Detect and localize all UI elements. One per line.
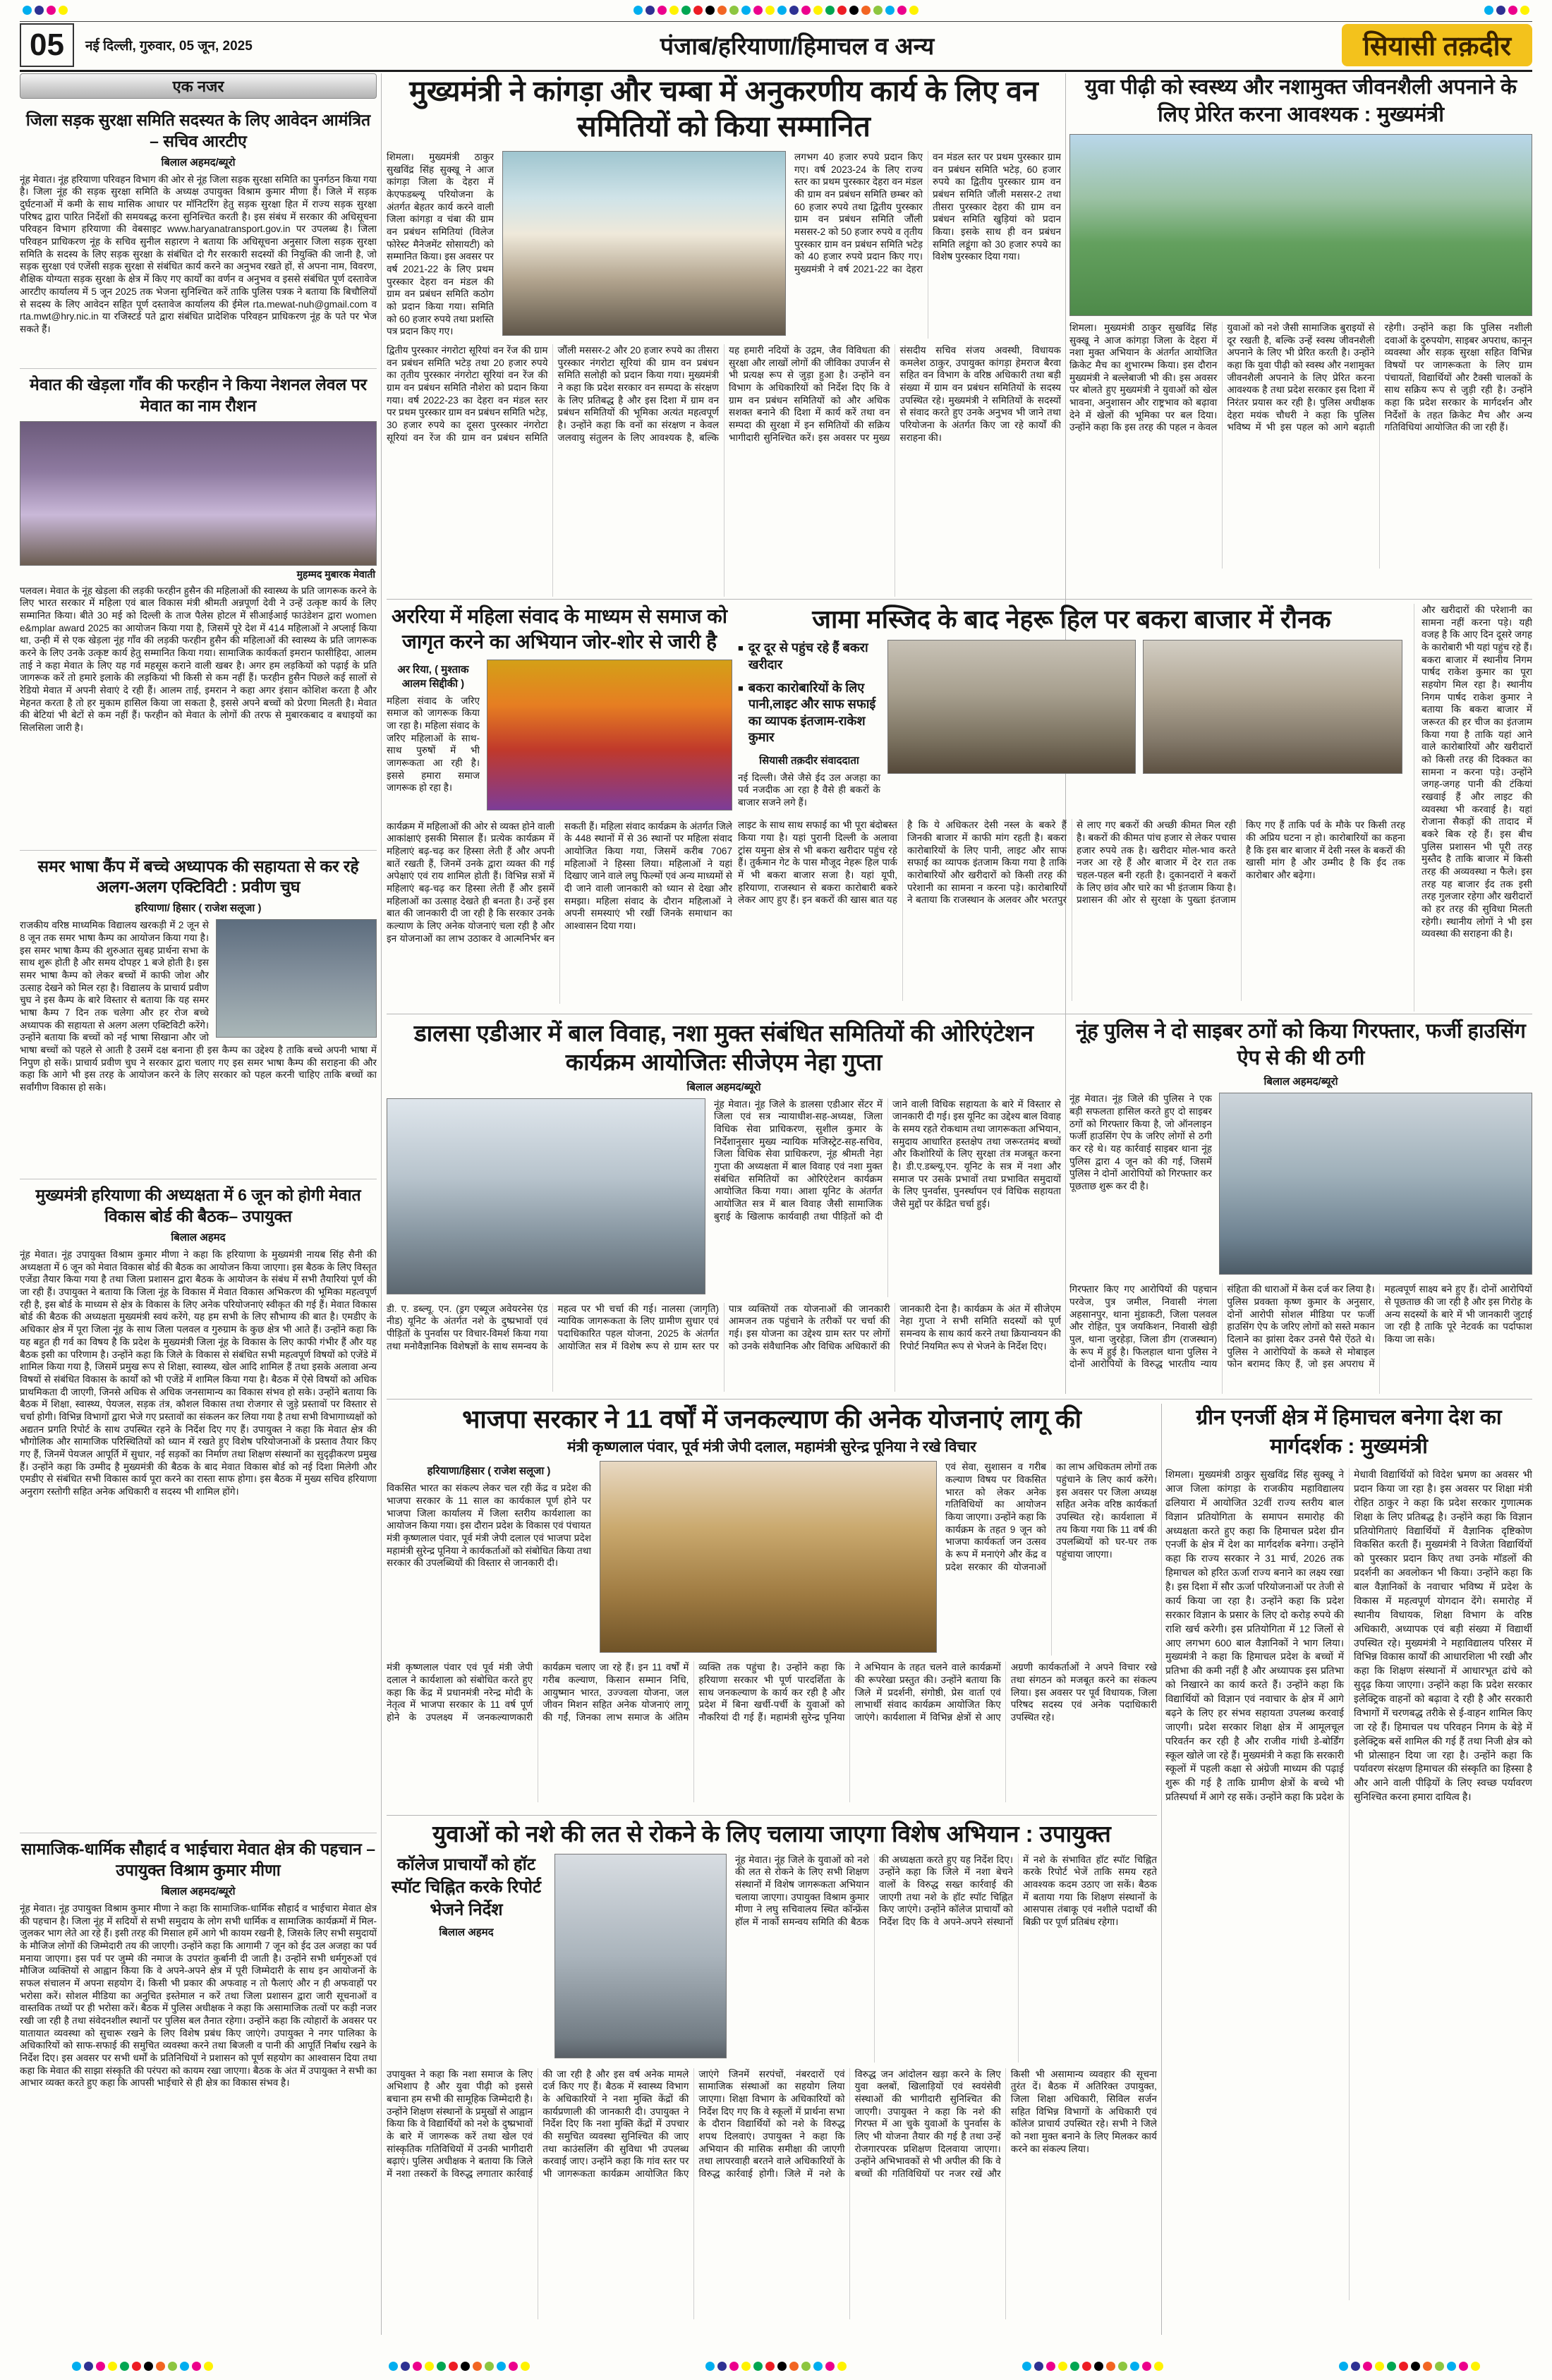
photo-women-gathering (487, 660, 732, 810)
color-dot (633, 6, 643, 15)
color-dot (1447, 2362, 1456, 2371)
color-dot (897, 6, 907, 15)
article-top-row (387, 660, 732, 815)
color-dot (885, 6, 895, 15)
color-dot (873, 6, 883, 15)
left-column (20, 73, 377, 2338)
article-mewat-board-meeting (20, 1179, 377, 1827)
color-dot (1022, 2362, 1031, 2371)
article-top-row (387, 151, 1061, 339)
article-body: नूंह मेवात। नूंह उपायुक्त विश्राम कुमार मीणा ने कहा कि हरियाणा के मुख्यमंत्री नायब सिंह सैनी की अध्यक्षता में 6 जून को मेवात विकास बोर्ड की बैठक का आयोजन किया जाएगा। इस बैठक के लिए विस्तृत एजेंडा तैयार किया गया है तथा जिला प्रशासन द्वारा बैठक के आयोजन के संबंध में सभी तैयारियां पूर्ण की जा रही हैं। उपायुक्त ने बताया कि जिला नूंह के विकास में मेवात विकास अभिकरण की भूमिका महत्वपूर्ण रही है, इस बोर्ड के माध्यम से क्षेत्र के विकास के लिए अनेक परियोजनाएं स्वीकृत की गई हैं। मेवात विकास बोर्ड की बैठक की अध्यक्षता मुख्यमंत्री स्वयं करेंगे, यह हम सभी के लिए सौभाग्य की बात है। एमडीए के अधिकार क्षेत्र में पूरा जिला नूंह के साथ जिला पलवल व गुरुग्राम के कुछ क्षेत्र भी आते हैं। उन्होंने कहा कि यह बहुत ही गर्व का विषय है कि प्रदेश के मुख्यमंत्री जिला नूंह के विकास के लिए काफी गंभीर हैं और यह बैठक इसी का परिणाम है। उन्होंने कहा कि जिले के विकास से संबंधित सभी महत्वपूर्ण विषयों को एजेंडे में शामिल किया गया है, जिसमें प्रमुख रूप से शिक्षा, स्वास्थ्य, खेल आदि शामिल हैं तथा इसके अलावा अन्य विषयों से संबंधित विकास के कार्यों को भी एजेंडे में शामिल किया गया है। बैठक में ऐसे विषयों को अधिक प्राथमिकता दी जाएगी, जिनसे अधिक से अधिक जनसामान्य का विकास संभव हो सके। उन्होंने बताया कि बैठक में शिक्षा, स्वास्थ्य, पेयजल, सड़क तंत्र, कौशल विकास तथा रोजगार से जुड़े प्रस्तावों पर विस्तार से चर्चा होगी। विभिन्न विभागों द्वारा भेजे गए प्रस्तावों का संकलन कर लिया गया है तथा सभी विभागाध्यक्षों को अद्यतन प्रगति रिपोर्ट के साथ उपस्थित रहने के निर्देश दिए गए हैं। उपायुक्त ने कहा कि मेवात क्षेत्र की भौगोलिक और सामाजिक परिस्थितियों को ध्यान में रखते हुए विशेष परियोजनाओं के प्रस्ताव तैयार किए गए हैं, जिनमें पेयजल आपूर्ति में सुधार, नई सड़कों का निर्माण तथा शिक्षण संस्थानों का सुदृढ़ीकरण प्रमुख हैं। उन्होंने कहा कि उम्मीद है मुख्यमंत्री की बैठक के बाद मेवात विकास बोर्ड को नई दिशा मिलेगी और एमडीए से संबंधित सभी विकास कार्य पूरा करने का रास्ता साफ होगा। इस बैठक में मुख्य सचिव हरियाणा अनुराग रस्तोगी सहित अनेक अधिकारी व सदस्य भी शामिल होंगे। (20, 1249, 377, 1497)
registration-marks-top-left (21, 6, 69, 18)
headline: समर भाषा कैंप में बच्चे अध्यापक की सहायता से कर रहे अलग-अलग एक्टिविटी : प्रवीण चुघ (37, 856, 359, 897)
color-dot (35, 6, 44, 15)
article-top-row (738, 640, 1405, 813)
article-right-column: और खरीदारों की परेशानी का सामना नहीं करना पड़े। यही वजह है कि आए दिन दूसरे जगह के कारोबारी भी यहां पहुंच रहे हैं। बकरा बाजार में स्थानीय निगम पार्षद राकेश कुमार का पूरा सहयोग मिल रहा है। स्थानीय निगम पार्षद राकेश कुमार ने बताया कि बकरा बाजार में जरूरत की हर चीज का इंतजाम किया गया है ताकि यहां आने वाले कारोबारियों और खरीदारों को किसी तरह की दिक्कत का सामना न करना पड़े। उन्होंने जगह-जगह पानी की टंकियां रखवाई हैं और लाइट की व्यवस्था भी करवाई है। यहां रोजाना सैकड़ों की तादाद में बकरे बिक रहे हैं। इस बीच पुलिस प्रशासन भी पूरी तरह मुस्तैद है ताकि बाजार में किसी तरह की अव्यवस्था न फैले। इस तरह यह बाजार ईद तक इसी तरह गुलजार रहेगा और खरीदारों को हर तरह की सुविधा मिलती रहेगी। स्थानीय लोगों ने भी इस व्यवस्था की सराहना की है। (1414, 604, 1532, 1012)
registration-marks-top-right (1483, 6, 1531, 18)
article-lead: शिमला। मुख्यमंत्री ठाकुर सुखविंद्र सिंह सुक्खू ने आज कांगड़ा जिला के देहरा में केएफडब्ल्यू परियोजना के अंतर्गत बेहतर कार्य करने वाली जिला कांगड़ा व चंबा की ग्राम वन प्रबंधन समितियां (विलेज फोरेस्ट मैनेजमेंट सोसायटी) को सम्मानित किया। इस अवसर पर वर्ष 2021-22 के लिए प्रथम पुरस्कार देहरा वन मंडल की ग्राम वन प्रबंधन समिति कठोग को प्रदान किया गया। समिति को 60 हजार रुपये तथा प्रशस्ति पत्र प्रदान किए गए। (387, 152, 494, 337)
color-dot (681, 6, 691, 15)
color-dot (1363, 2362, 1372, 2371)
color-dot (192, 2362, 201, 2371)
color-dot (813, 2362, 823, 2371)
color-dot (1094, 2362, 1103, 2371)
photo-goat-market-1 (887, 640, 1136, 774)
page-header (20, 21, 1532, 68)
header-rule (20, 70, 1532, 72)
color-dot (729, 6, 739, 15)
square-bullet-icon: ■ (738, 643, 744, 654)
color-dot (1484, 6, 1493, 15)
color-dot (497, 2362, 506, 2371)
article-farheen-award (20, 368, 377, 844)
registration-dot-group (1338, 2362, 1481, 2374)
color-dot (753, 6, 763, 15)
byline: बिलाल अहमद/ब्यूरो (686, 1081, 761, 1093)
color-dot (437, 2362, 446, 2371)
color-dot (180, 2362, 189, 2371)
color-dot (132, 2362, 141, 2371)
article-body: शिमला। मुख्यमंत्री ठाकुर सुखविंद्र सिंह सुक्खू ने आज कांगड़ा जिला के देहरा में नशा मुक्त अभियान के अंतर्गत आयोजित क्रिकेट मैच का शुभारम्भ किया। इस दौरान मुख्यमंत्री ने बल्लेबाजी भी की। इस अवसर पर बोलते हुए मुख्यमंत्री ने युवाओं को खेल भावना, अनुशासन और राष्ट्रभाव को बढ़ावा देने में खेलों की भूमिका पर बल दिया। उन्होंने कहा कि इस तरह की पहल न केवल युवाओं को नशे जैसी सामाजिक बुराइयों से दूर रखती है, बल्कि उन्हें स्वस्थ जीवनशैली अपनाने के लिए भी प्रेरित करती है। उन्होंने कहा कि युवा पीढ़ी को स्वस्थ और नशामुक्त जीवनशैली अपनाने के लिए प्रेरित करना आवश्यक है तथा प्रदेश सरकार इस दिशा में निरंतर प्रयास कर रही है। पुलिस अधीक्षक देहरा मयंक चौधरी ने कहा कि पुलिस भविष्य में भी इस पहल को आगे बढ़ाती रहेगी। उन्होंने कहा कि पुलिस नशीली दवाओं के दुरुपयोग, साइबर अपराध, कानून व्यवस्था और सड़क सुरक्षा सहित विभिन्न विषयों पर जागरूकता के लिए ग्राम पंचायतों, विद्यार्थियों और टैक्सी चालकों के साथ सक्रिय रूप से जुड़ी रही है। उन्होंने कहा कि प्रदेश सरकार के मार्गदर्शन और निर्देशों के तहत क्रिकेट मैच और अन्य गतिविधियां आयोजित की जा रही हैं। (1069, 322, 1532, 433)
color-dot (156, 2362, 165, 2371)
row-rule (387, 599, 1532, 600)
color-dot (1070, 2362, 1079, 2371)
article-body: गिरफ्तार किए गए आरोपियों की पहचान परवेज, पुत्र जमील, निवासी नंगला अहसानपुर, थाना मुंडाकटी, जिला पलवल और रोहित, पुत्र जयकिशन, निवासी खेड़ी पुल, थाना जुरहेड़ा, जिला डीग (राजस्थान) के रूप में हुई है। फिलहाल थाना पुलिस ने दोनों आरोपियों के विरुद्ध भारतीय न्याय संहिता की धाराओं में केस दर्ज कर लिया है। पुलिस प्रवक्ता कृष्ण कुमार के अनुसार, दोनों आरोपी सोशल मीडिया पर फर्जी हाउसिंग ऐप के जरिए लोगों को सस्ते मकान दिलाने का झांसा देकर उनसे पैसे ऐंठते थे। पुलिस ने आरोपियों के कब्जे से मोबाइल फोन बरामद किए हैं, जो इस अपराध में महत्वपूर्ण साक्ष्य बने हुए हैं। दोनों आरोपियों से पूछताछ की जा रही है और इस गिरोह के अन्य सदस्यों के बारे में भी जानकारी जुटाई जा रही है ताकि पूरे नेटवर्क का पर्दाफाश किया जा सके। (1069, 1284, 1532, 1370)
article-highlights (738, 640, 880, 813)
registration-dot-group (704, 2362, 848, 2374)
color-dot (120, 2362, 129, 2371)
headline: अररिया में महिला संवाद के माध्यम से समाज को जागृत करने का अभियान जोर-शोर से जारी है (391, 605, 728, 653)
article-cyber-arrest (1069, 1019, 1532, 1394)
registration-dot-group (71, 2362, 214, 2374)
sub-headline: कॉलेज प्राचार्यों को हॉट स्पॉट चिह्नित करके रिपोर्ट भेजने निर्देश (391, 1854, 542, 1920)
article-body: शिमला। मुख्यमंत्री ठाकुर सुखविंद्र सिंह सुक्खू ने आज जिला कांगड़ा के राजकीय महाविद्यालय ढलियारा में आयोजित 32वीं राज्य स्तरीय बाल विज्ञान प्रतियोगिता के समापन समारोह की अध्यक्षता करते हुए कहा कि हिमाचल प्रदेश ग्रीन एनर्जी के क्षेत्र में देश का मार्गदर्शक बनेगा। उन्होंने कहा कि राज्य सरकार ने 31 मार्च, 2026 तक हिमाचल को हरित ऊर्जा राज्य बनाने का लक्ष्य रखा है। इस दिशा में सौर ऊर्जा परियोजनाओं पर तेजी से कार्य किया जा रहा है। उन्होंने कहा कि प्रदेश सरकार विज्ञान के प्रसार के लिए दो करोड़ रुपये की राशि खर्च करेगी। इस प्रतियोगिता में 12 जिलों से आए लगभग 600 बाल वैज्ञानिकों ने भाग लिया। मुख्यमंत्री ने कहा कि हिमाचल प्रदेश के बच्चों में प्रतिभा की कमी नहीं है और अध्यापक इस प्रतिभा को निखारने का कार्य करते हैं। उन्होंने कहा कि विद्यार्थियों को विज्ञान एवं नवाचार के क्षेत्र में आगे बढ़ने के लिए हर संभव सहायता उपलब्ध करवाई जाएगी। प्रदेश सरकार शिक्षा क्षेत्र में आमूलचूल परिवर्तन कर रही है और राजीव गांधी डे-बोर्डिंग स्कूल खोले जा रहे हैं। मुख्यमंत्री ने कहा कि सरकारी स्कूलों में पहली कक्षा से अंग्रेजी माध्यम की पढ़ाई शुरू की गई है ताकि ग्रामीण क्षेत्रों के बच्चे भी प्रतिस्पर्धा में आगे रह सकें। उन्होंने कहा कि प्रदेश के मेधावी विद्यार्थियों को विदेश भ्रमण का अवसर भी प्रदान किया जा रहा है। इस अवसर पर शिक्षा मंत्री रोहित ठाकुर ने कहा कि प्रदेश सरकार गुणात्मक शिक्षा के लिए प्रतिबद्ध है। उन्होंने कहा कि विज्ञान प्रतियोगिताएं विद्यार्थियों में वैज्ञानिक दृष्टिकोण विकसित करती हैं। मुख्यमंत्री ने विजेता विद्यार्थियों को पुरस्कार प्रदान किए तथा उनके मॉडलों की प्रदर्शनी का अवलोकन भी किया। उन्होंने कहा कि बाल वैज्ञानिकों के नवाचार भविष्य में प्रदेश के विकास में महत्वपूर्ण योगदान देंगे। समारोह में स्थानीय विधायक, शिक्षा विभाग के वरिष्ठ अधिकारी, अध्यापक एवं बड़ी संख्या में विद्यार्थी उपस्थित रहे। मुख्यमंत्री ने महाविद्यालय परिसर में विभिन्न विकास कार्यों की आधारशिला भी रखी और कहा कि शिक्षण संस्थानों में आधारभूत ढांचे को सुदृढ़ किया जाएगा। उन्होंने कहा कि प्रदेश सरकार इलेक्ट्रिक वाहनों को बढ़ावा दे रही है और सरकारी विभागों में चरणबद्ध तरीके से ई-वाहन शामिल किए जा रहे हैं। हिमाचल पथ परिवहन निगम के बेड़े में इलेक्ट्रिक बसें शामिल की गई हैं तथा निजी क्षेत्र को भी प्रोत्साहन दिया जा रहा है। उन्होंने कहा कि पर्यावरण संरक्षण हिमाचल की संस्कृति का हिस्सा है और आने वाली पीढ़ियों के लिए स्वच्छ पर्यावरण सुनिश्चित करना हमारा दायित्व है। (1165, 1469, 1532, 1803)
headline: जामा मस्जिद के बाद नेहरू हिल पर बकरा बाजार में रौनक (812, 605, 1331, 633)
color-dot (705, 2362, 715, 2371)
color-dot (1435, 2362, 1444, 2371)
color-dot (717, 2362, 727, 2371)
color-dot (669, 6, 679, 15)
registration-marks-top (632, 6, 920, 18)
headline: मुख्यमंत्री हरियाणा की अध्यक्षता में 6 जून को होगी मेवात विकास बोर्ड की बैठक– उपायुक्त (35, 1186, 361, 1226)
headline: नूंह पुलिस ने दो साइबर ठगों को किया गिरफ्तार, फर्जी हाउसिंग ऐप से की थी ठगी (1076, 1020, 1526, 1069)
article-body: पलवल। मेवात के नूंह खेड़ला की लड़की फरहीन हुसैन की महिलाओं की स्वास्थ्य के प्रति जागरूक करने के लिए भारत सरकार में महिला एवं बाल विकास मंत्री श्रीमती अन्नपूर्णा देवी ने उन्हें उत्कृष्ट कार्य के लिए सम्मानित किया। बीते 30 मई को दिल्ली के ताज पैलेस होटल में सीआईआई फाउंडेशन द्वारा women e&mplar award 2025 का आयोजन किया गया है, जिसमें पूरे देश में 414 महिलाओं ने अप्लाई किया था, उन्ही में से एक खेड़ला नूंह गाँव की लड़की फरहीन हुसैन की महिलाओं की स्वास्थ्य के प्रति जागरूक करने के लिए उनके उत्कृष्ट कार्य हेतु सम्मानित किया गया। सामाजिक कार्यकर्ता इमरान फासीहिदा, आलम ताई ने कहा मेवात के लिए यह गर्व महसूस कराने वाली खबर है। अगर हम लड़कियों को पढ़ाई के प्रति जागरूक करें तो हमारे इलाके की लड़कियां भी किसी से कम नहीं हैं। फरहीन हुसैन पिछले कई सालों से रेडियो मेवात में अपनी सेवाएं दे रही हैं। आलम ताई, इमरान ने कहा अगर इंसान कोशिश करता है और मेहनत करता है तो हर मुकाम हासिल किया जा सकता है, इससे अपने बच्चों को प्रेरणा मिलती है। मेवात की बेटियां भी बेटों से कम नहीं हैं। फरहीन को मेवात के लोगों की तरफ से मुबारकबाद व बधाइयों का सिलसिला जारी है। (20, 585, 377, 733)
article-body: द्वितीय पुरस्कार नंगरोटा सूरियां वन रेंज की ग्राम वन प्रबंधन समिति भटेड़ तथा 20 हजार रुपये का तृतीय पुरस्कार नंगरोटा सूरियां वन रेंज की ग्राम वन प्रबंधन समिति नौशेरा को प्रदान किया गया। वर्ष 2022-23 का देहरा वन मंडल स्तर पर प्रथम पुरस्कार ग्राम वन प्रबंधन समिति भटेड़, 30 हजार रुपये का दूसरा पुरस्कार नंगरोटा सूरियां वन रेंज की ग्राम वन प्रबंधन समिति जौंली मससर-2 और 20 हजार रुपये का तीसरा पुरस्कार नंगरोटा सूरियां की ग्राम वन प्रबंधन समिति सलोही को प्रदान किया गया। मुख्यमंत्री ने कहा कि प्रदेश सरकार वन सम्पदा के संरक्षण के लिए प्रतिबद्ध है और इस दिशा में ग्राम वन प्रबंधन समितियों की भूमिका अत्यंत महत्वपूर्ण है। उन्होंने कहा कि वनों का संरक्षण न केवल जलवायु संतुलन के लिए आवश्यक है, बल्कि यह हमारी नदियों के उद्गम, जैव विविधता की सुरक्षा और लाखों लोगों की जीविका उपार्जन से भी प्रत्यक्ष रूप से जुड़ा हुआ है। उन्होंने वन विभाग के अधिकारियों को निर्देश दिए कि वे ग्राम वन प्रबंधन समितियों को और अधिक सशक्त बनाने की दिशा में कार्य करें तथा वन सम्पदा की सुरक्षा में इन समितियों की सक्रिय भागीदारी सुनिश्चित करें। इस अवसर पर मुख्य संसदीय सचिव संजय अवस्थी, विधायक कमलेश ठाकुर, उपायुक्त कांगड़ा हेमराज बैरवा सहित वन विभाग के वरिष्ठ अधिकारी तथा बड़ी संख्या में ग्राम वन प्रबंधन समितियों के सदस्य उपस्थित रहे। मुख्यमंत्री ने समितियों के सदस्यों से संवाद करते हुए उनके अनुभव भी जाने तथा परियोजना के अंतर्गत किए जा रहे कार्यों की सराहना की। (387, 345, 1061, 443)
color-dot (1375, 2362, 1384, 2371)
color-dot (1496, 6, 1505, 15)
highlight-text: बकरा कारोबारियों के लिए पानी,लाइट और साफ सफाई का व्यापक इंतजाम-राकेश कुमार (748, 680, 876, 745)
sub-headline-block (387, 1854, 546, 2063)
highlight-text: दूर दूर से पहुंच रहे हैं बकरा खरीदार (748, 640, 868, 672)
color-dot (825, 6, 835, 15)
headline: मुख्यमंत्री ने कांगड़ा और चम्बा में अनुकरणीय कार्य के लिए वन समितियों को किया सम्मानित (409, 75, 1038, 143)
byline: बिलाल अहमद/ब्यूरो (1263, 1076, 1338, 1088)
color-dot (1082, 2362, 1091, 2371)
section-label-ek-najar: एक नजर (20, 73, 377, 99)
article-main (738, 604, 1405, 1012)
article-green-energy (1165, 1404, 1532, 2335)
article-body: उपायुक्त ने कहा कि नशा समाज के लिए अभिशाप है और युवा पीढ़ी को इससे बचाना हम सभी की सामूहिक जिम्मेदारी है। उन्होंने शिक्षण संस्थानों के प्रमुखों से आह्वान किया कि वे विद्यार्थियों को नशे के दुष्प्रभावों के बारे में जागरूक करें तथा खेल एवं सांस्कृतिक गतिविधियों में उनकी भागीदारी बढ़ाएं। पुलिस अधीक्षक ने बताया कि जिले में नशा तस्करों के विरुद्ध लगातार कार्रवाई की जा रही है और इस वर्ष अनेक मामले दर्ज किए गए हैं। बैठक में स्वास्थ्य विभाग के अधिकारियों ने नशा मुक्ति केंद्रों की कार्यप्रणाली की जानकारी दी। उपायुक्त ने निर्देश दिए कि नशा मुक्ति केंद्रों में उपचार की समुचित व्यवस्था सुनिश्चित की जाए तथा काउंसलिंग की सुविधा भी उपलब्ध करवाई जाए। उन्होंने कहा कि गांव स्तर पर भी जागरूकता कार्यक्रम आयोजित किए जाएंगे जिनमें सरपंचों, नंबरदारों एवं सामाजिक संस्थाओं का सहयोग लिया जाएगा। शिक्षा विभाग के अधिकारियों को निर्देश दिए गए कि वे स्कूलों में प्रार्थना सभा के दौरान विद्यार्थियों को नशे के विरुद्ध शपथ दिलवाएं। उपायुक्त ने कहा कि अभियान की मासिक समीक्षा की जाएगी तथा लापरवाही बरतने वाले अधिकारियों के विरुद्ध कार्रवाई होगी। जिले में नशे के विरुद्ध जन आंदोलन खड़ा करने के लिए युवा क्लबों, खिलाड़ियों एवं स्वयंसेवी संस्थाओं की भागीदारी सुनिश्चित की जाएगी। उपायुक्त ने कहा कि नशे की गिरफ्त में आ चुके युवाओं के पुनर्वास के लिए भी योजना तैयार की गई है तथा उन्हें रोजगारपरक प्रशिक्षण दिलवाया जाएगा। उन्होंने अभिभावकों से भी अपील की कि वे बच्चों की गतिविधियों पर नजर रखें और किसी भी असामान्य व्यवहार की सूचना तुरंत दें। बैठक में अतिरिक्त उपायुक्त, जिला शिक्षा अधिकारी, सिविल सर्जन सहित विभिन्न विभागों के अधिकारी एवं कॉलेज प्राचार्य उपस्थित रहे। सभी ने जिले को नशा मुक्त बनाने के लिए मिलकर कार्य करने का संकल्प लिया। (387, 2068, 1157, 2179)
headline: भाजपा सरकार ने 11 वर्षों में जनकल्याण की अनेक योजनाएं लागू की (462, 1404, 1081, 1433)
article-side-text: नूंह मेवात। नूंह जिले के युवाओं को नशे की लत से रोकने के लिए सभी शिक्षण संस्थानों में विशेष जागरूकता अभियान चलाया जाएगा। उपायुक्त विश्राम कुमार मीणा ने लघु सचिवालय स्थित कॉन्फ्रेंस हॉल में नार्को समन्वय समिति की बैठक की अध्यक्षता करते हुए यह निर्देश दिए। उन्होंने कहा कि जिले में नशा बेचने वालों के विरुद्ध सख्त कार्रवाई की जाएगी तथा नशे के हॉट स्पॉट चिह्नित किए जाएंगे। उन्होंने कॉलेज प्राचार्यों को निर्देश दिए कि वे अपने-अपने संस्थानों में नशे के संभावित हॉट स्पॉट चिह्नित करके रिपोर्ट भेजें ताकि समय रहते आवश्यक कदम उठाए जा सकें। बैठक में बताया गया कि शिक्षण संस्थानों के आसपास तंबाकू एवं नशीले पदार्थों की बिक्री पर पूर्ण प्रतिबंध रहेगा। (735, 1854, 1157, 1927)
article-anti-drug-campaign (387, 1820, 1157, 2335)
color-dot (789, 2362, 799, 2371)
highlight-item (738, 640, 880, 673)
color-dot (837, 6, 847, 15)
color-dot (473, 2362, 482, 2371)
article-bjp-11-years (387, 1404, 1157, 1811)
article-social-harmony (20, 1833, 377, 2338)
registration-dot-group (1021, 2362, 1165, 2374)
color-dot (801, 2362, 811, 2371)
color-dot (849, 6, 859, 15)
column-rule (1161, 1404, 1162, 2335)
color-dot (1058, 2362, 1067, 2371)
article-road-safety (20, 104, 377, 363)
article-body: कार्यक्रम में महिलाओं की ओर से व्यक्त होने वाली आकांक्षाएं इसकी मिसाल हैं। प्रत्येक कार्यक्रम में महिलाएं बढ़-चढ़ कर हिस्सा लेती हैं और अपनी बातें रखती हैं, जिनमें उनके द्वारा व्यक्त की गई अपेक्षाएं एवं राय शामिल होती हैं। विभिन्न सत्रों में महिलाएं बढ़-चढ़ कर हिस्सा लेती हैं और इसमें महिलाओं का उत्साह देखते ही बनता है। उन्हें इस बात की जानकारी दी जा रही है कि सरकार उनके कल्याण के लिए अनेक योजनाएं चला रही है और इन योजनाओं का लाभ उठाकर वे आत्मनिर्भर बन सकती हैं। महिला संवाद कार्यक्रम के अंतर्गत जिले के 448 स्थानों में से 36 स्थानों पर महिला संवाद आयोजित किया गया, जिसमें करीब 7067 महिलाओं ने हिस्सा लिया। महिलाओं ने यहां दिखाए जाने वाले लघु फिल्मों एवं अन्य माध्यमों से दी जाने वाली जानकारी को ध्यान से देखा और समझा। महिला संवाद के दौरान महिलाओं ने अपनी समस्याएं भी रखीं जिनके समाधान का आश्वासन दिया गया। (387, 820, 732, 944)
column-rule (381, 73, 382, 2335)
color-dot (168, 2362, 177, 2371)
color-dot (777, 2362, 787, 2371)
headline: युवा पीढ़ी को स्वस्थ्य और नशामुक्त जीवनशैली अपनाने के लिए प्रेरित करना आवश्यक : मुख्यमंत्री (1084, 75, 1517, 126)
article-youth-fitness (1069, 73, 1532, 597)
color-dot (204, 2362, 213, 2371)
sub-headline: मंत्री कृष्णलाल पंवार, पूर्व मंत्री जेपी दलाल, महामंत्री सुरेन्द्र पूनिया ने रखे विचार (567, 1439, 976, 1456)
article-side-text: नूंह मेवात। नूंह जिले के डालसा एडीआर सेंटर में जिला एवं सत्र न्यायाधीश-सह-अध्यक्ष, जिला विधिक सेवा प्राधिकरण, सुशील कुमार के निर्देशानुसार मुख्य न्यायिक मजिस्ट्रेट-सह-सचिव, जिला विधिक सेवा प्राधिकरण, नूंह श्रीमती नेहा गुप्ता की अध्यक्षता में बाल विवाह एवं नशा मुक्त संबंधित समितियों का ओरिएंटेशन कार्यक्रम आयोजित किया गया। आशा यूनिट के अंतर्गत आयोजित सत्र में बाल विवाह जैसी सामाजिक बुराई के खिलाफ कार्यवाही तथा पीड़ितों को दी जाने वाली विधिक सहायता के बारे में विस्तार से जानकारी दी गई। इस यूनिट का उद्देश्य बाल विवाह के समय रहते रोकथाम तथा जागरूकता अभियान, समुदाय आधारित हस्तक्षेप तथा जरूरतमंद बच्चों और किशोरियों के लिए सुरक्षा तंत्र मजबूत करना है। डी.ए.डब्ल्यू.एन. यूनिट के सत्र में नशा और समाज पर उसके प्रभावों तथा प्रभावित समुदायों के लिए पुनर्वास, पुनर्स्थापन एवं विधिक सहायता जैसे मुद्दों पर केंद्रित चर्चा हुई। (714, 1098, 1061, 1222)
color-dot (1118, 2362, 1127, 2371)
color-dot (825, 2362, 835, 2371)
color-dot (1459, 2362, 1468, 2371)
photo-dc-at-desk (554, 1854, 727, 2058)
article-side-text: एवं सेवा, सुशासन व गरीब कल्याण विषय पर विकसित भारत को लेकर अनेक गतिविधियों का आयोजन किया जाएगा। उन्होंने कहा कि कार्यक्रम के तहत 9 जून को भाजपा कार्यकर्ता जन उत्सव के रूप में मनाएंगे और केंद्र व प्रदेश सरकार की योजनाओं का लाभ अधिकतम लोगों तक पहुंचाने के लिए कार्य करेंगे। इस अवसर पर जिला अध्यक्ष सहित अनेक वरिष्ठ कार्यकर्ता उपस्थित रहे। कार्यशाला में तय किया गया कि 11 वर्ष की उपलब्धियों को घर-घर तक पहुंचाया जाएगा। (945, 1462, 1157, 1572)
color-dot (389, 2362, 398, 2371)
photo-caption: मुहम्मद मुबारक मेवाती (296, 568, 375, 580)
article-lead: विकसित भारत का संकल्प लेकर चल रही केंद्र व प्रदेश की भाजपा सरकार के 11 साल का कार्यकाल पूर्ण होने पर भाजपा जिला कार्यालय में जिला स्तरीय कार्यशाला का आयोजन किया गया। इस दौरान प्रदेश के विकास एवं पंचायत मंत्री कृष्णलाल पंवार, पूर्व मंत्री जेपी दलाल एवं भाजपा प्रदेश महामंत्री सुरेन्द्र पूनिया ने कार्यकर्ताओं को संबोधित किया तथा सरकार की उपलब्धियों की विस्तार से जानकारी दी। (387, 1483, 591, 1569)
byline: अर रिया, ( मुश्ताक आलम सिद्दीकी ) (397, 663, 469, 690)
color-dot (717, 6, 727, 15)
article-side-text: लगभग 40 हजार रुपये प्रदान किए गए। वर्ष 2023-24 के लिए राज्य स्तर का प्रथम पुरस्कार देहरा वन मंडल की ग्राम वन प्रबंधन समिति छम्बर को 60 हजार रुपये तथा द्वितीय पुरस्कार ग्राम वन प्रबंधन समिति जौंली मससर-2 को 50 हजार रुपये व तृतीय पुरस्कार ग्राम वन प्रबंधन समिति भटेड़ को 40 हजार रुपये प्रदान किए गए। मुख्यमंत्री ने वर्ष 2021-22 का देहरा वन मंडल स्तर पर प्रथम पुरस्कार ग्राम वन प्रबंधन समिति भटेड़, 60 हजार रुपये का द्वितीय पुरस्कार ग्राम वन प्रबंधन समिति जौंली मससर-2 तथा तीसरा पुरस्कार देहरा की ग्राम वन प्रबंधन समिति खुड़ियां को प्रदान किया। इसके साथ ही वन प्रबंधन समिति लडूंगा को 30 हजार रुपये का विशेष पुरस्कार दिया गया। (794, 152, 1061, 275)
color-dot (521, 2362, 530, 2371)
article-cm-forest-awards (387, 73, 1061, 597)
color-dot (765, 2362, 775, 2371)
article-body: डी. ए. डब्ल्यू. एन. (ड्रग एब्यूज अवेयरनेस एंड नीड) यूनिट के अंतर्गत नशे के दुष्प्रभावों एवं पीड़ितों के पुनर्वास पर विचार-विमर्श किया गया तथा मनोवैज्ञानिक विशेषज्ञों के साथ समन्वय के महत्व पर भी चर्चा की गई। नालसा (जागृति) न्यायिक जागरूकता के लिए ग्रामीण सुधार एवं पदाधिकारित पहल योजना, 2025 के अंतर्गत आयोजित सत्र में विशेष रूप से ग्राम स्तर पर पात्र व्यक्तियों तक योजनाओं की जानकारी आमजन तक पहुंचाने के तरीकों पर चर्चा की गई। इस योजना का उद्देश्य ग्राम स्तर पर लोगों को उनके संवैधानिक और विधिक अधिकारों की जानकारी देना है। कार्यक्रम के अंत में सीजेएम नेहा गुप्ता ने सभी समिति सदस्यों को पूर्ण समन्वय के साथ कार्य करने तथा क्रियान्वयन की रिपोर्ट नियमित रूप से भेजने के निर्देश दिए। (387, 1303, 1061, 1352)
article-top-row (1069, 1093, 1532, 1277)
color-dot (1399, 2362, 1408, 2371)
byline: बिलाल अहमद/ब्यूरो (161, 156, 236, 169)
registration-dot-group (387, 2362, 531, 2374)
masthead: सियासी तक़दीर (1342, 24, 1532, 66)
article-top-row (387, 1461, 1157, 1656)
square-bullet-icon: ■ (738, 682, 744, 693)
color-dot (765, 6, 775, 15)
color-dot (425, 2362, 434, 2371)
color-dot (741, 6, 751, 15)
color-dot (461, 2362, 470, 2371)
row-rule (387, 1399, 1532, 1400)
color-dot (413, 2362, 422, 2371)
byline: बिलाल अहमद (439, 1926, 494, 1938)
byline: सियासी तक़दीर संवाददाता (759, 754, 859, 767)
photo-orientation-meeting (387, 1098, 705, 1294)
color-dot (1154, 2362, 1163, 2371)
color-dot (59, 6, 68, 15)
article-summer-camp (20, 850, 377, 1174)
article-araria-mahila-samvad (387, 604, 732, 1012)
headline: सामाजिक-धार्मिक सौहार्द व भाईचारा मेवात क्षेत्र की पहचान – उपायुक्त विश्राम कुमार मीणा (21, 1840, 375, 1880)
color-dot (657, 6, 667, 15)
color-dot (485, 2362, 494, 2371)
article-body-wrap (20, 919, 377, 1173)
article-body: नूंह मेवात। नूंह उपायुक्त विश्राम कुमार मीणा ने कहा कि सामाजिक-धार्मिक सौहार्द व भाईचारा मेवात क्षेत्र की पहचान है। जिला नूंह में सदियों से सभी समुदाय के लोग सभी धार्मिक व सामाजिक कार्यक्रमों में मिल-जुलकर भाग लेते आ रहे हैं। इसी तरह की मिसाल हमें आगे भी कायम रखनी है, जिसके लिए सभी समुदायों के मौजिज लोगों की जिम्मेदारी तय की जाएगी। उन्होंने कहा कि आगामी 7 जून को ईद उल अजहा का पर्व मनाया जाएगा। इस पर्व पर जुम्मे की नमाज के उपरांत कुर्बानी दी जाती है। उन्होंने सभी धर्मगुरुओं एवं मौजिज व्यक्तियों से आह्वान किया कि वे अपने-अपने क्षेत्र में पूरी जिम्मेदारी के साथ इन आयोजनों के सफल संचालन में अपना सहयोग दें। किसी भी प्रकार की अफवाह न तो फैलाएं और न ही अफवाहों पर भरोसा करें। सोशल मीडिया का अनुचित इस्तेमाल न करें तथा जिला प्रशासन द्वारा जारी सूचनाओं व वास्तविक तथ्यों पर ही भरोसा करें। बैठक में पुलिस अधीक्षक ने कहा कि असामाजिक तत्वों पर कड़ी नजर रखी जा रही है तथा संवेदनशील स्थानों पर पुलिस बल तैनात रहेगा। उन्होंने कहा कि त्योहारों के अवसर पर यातायात व्यवस्था को सुचारू रखने के लिए विशेष प्रबंध किए जाएंगे। उपायुक्त ने नगर पालिका के अधिकारियों को साफ-सफाई की समुचित व्यवस्था करने तथा बिजली व पानी की आपूर्ति निर्बाध रखने के निर्देश दिए। इस अवसर पर सभी धर्मों के प्रतिनिधियों ने प्रशासन को पूर्ण सहयोग का आश्वासन दिया तथा कहा कि मेवात की साझा संस्कृति की परंपरा को कायम रखा जाएगा। बैठक के अंत में उपायुक्त ने सभी का आभार व्यक्त करते हुए कहा कि आपसी भाईचारे से ही क्षेत्र का विकास संभव है। (20, 1902, 377, 2089)
headline: युवाओं को नशे की लत से रोकने के लिए चलाया जाएगा विशेष अभियान : उपायुक्त (432, 1821, 1111, 1847)
article-body: राजकीय वरिष्ठ माध्यमिक विद्यालय खरकड़ी में 2 जून से 8 जून तक समर भाषा कैम्प का आयोजन किया गया है। इस समर भाषा कैम्प की शुरुआत सुबह प्रार्थना सभा के साथ शुरू होती है और समय दोपहर 1 बजे होती है। इस समर भाषा कैम्प को लेकर बच्चों में काफी जोश और उत्साह देखने को मिल रहा है। विद्यालय के प्राचार्य प्रवीण चुघ ने इस कैम्प के बारे विस्तार से बताया कि यह समर भाषा कैम्प 7 दिन तक चलेगा और हर रोज बच्चे अध्यापक की सहायता से अलग अलग एक्टिविटी करेंगे। उन्होंने बताया कि बच्चों को नई भाषा सिखाना और जो भाषा बच्चों को पहले से आती है उसमें दक्ष बनाना ही इस कैम्प का उद्देश्य है ताकि बच्चे अपनी भाषा में निपुण हो सकें। प्राचार्य प्रवीण चुघ ने सरकार द्वारा चलाए गए इस समर भाषा कैम्प की सराहना की और कहा कि आगे भी इस तरह के आयोजन करने के लिए सरकार को पहल करनी चाहिए ताकि बच्चों का सर्वांगीण विकास हो सके। (20, 920, 377, 1093)
color-dot (1034, 2362, 1043, 2371)
color-dot (72, 2362, 81, 2371)
article-body: मंत्री कृष्णलाल पंवार एवं पूर्व मंत्री जेपी दलाल ने कार्यशाला को संबोधित करते हुए कहा कि केंद्र में प्रधानमंत्री नरेन्द्र मोदी के नेतृत्व में भाजपा सरकार के 11 वर्ष पूर्ण होने के उपलक्ष्य में जनकल्याणकारी कार्यक्रम चलाए जा रहे हैं। इन 11 वर्षों में गरीब कल्याण, किसान सम्मान निधि, आयुष्मान भारत, उज्ज्वला योजना, जल जीवन मिशन सहित अनेक योजनाएं लागू की गईं, जिनका लाभ समाज के अंतिम व्यक्ति तक पहुंचा है। उन्होंने कहा कि हरियाणा सरकार भी पूर्ण पारदर्शिता के साथ जनकल्याण के कार्य कर रही है और प्रदेश में बिना खर्ची-पर्ची के युवाओं को नौकरियां दी गई हैं। महामंत्री सुरेन्द्र पूनिया ने अभियान के तहत चलने वाले कार्यक्रमों की रूपरेखा प्रस्तुत की। उन्होंने बताया कि जिले में प्रदर्शनी, संगोष्ठी, प्रेस वार्ता एवं लाभार्थी संवाद कार्यक्रम आयोजित किए जाएंगे। कार्यशाला में विभिन्न क्षेत्रों से आए अग्रणी कार्यकर्ताओं ने अपने विचार रखे तथा संगठन को मजबूत करने का संकल्प लिया। इस अवसर पर पूर्व विधायक, जिला परिषद सदस्य एवं अनेक पदाधिकारी उपस्थित रहे। (387, 1662, 1157, 1723)
color-dot (729, 2362, 739, 2371)
color-dot (96, 2362, 105, 2371)
article-lead: नूंह मेवात। नूंह जिले की पुलिस ने एक बड़ी सफलता हासिल करते हुए दो साइबर ठगों को गिरफ्तार किया है, जो ऑनलाइन फर्जी हाउसिंग ऐप के जरिए लोगों से ठगी कर रहे थे। यह कार्रवाई साइबर थाना नूंह पुलिस द्वारा 4 जून को की गई, जिसमें पुलिस ने दोनों आरोपियों को गिरफ्तार कर पूछताछ शुरू कर दी है। (1069, 1093, 1212, 1192)
color-dot (1508, 6, 1517, 15)
color-dot (813, 6, 823, 15)
color-dot (909, 6, 919, 15)
color-dot (1130, 2362, 1139, 2371)
article-lead-block (387, 1461, 591, 1656)
color-dot (509, 2362, 518, 2371)
page-number: 05 (20, 23, 74, 67)
headline: जिला सड़क सुरक्षा समिति सदस्यत के लिए आवेदन आमंत्रित – सचिव आरटीए (25, 111, 371, 150)
photo-cricket-ground (1069, 134, 1532, 316)
color-dot (1106, 2362, 1115, 2371)
color-dot (1520, 6, 1529, 15)
color-dot (1387, 2362, 1396, 2371)
color-dot (449, 2362, 458, 2371)
color-dot (777, 6, 787, 15)
byline: हरियाणा/हिसार ( राजेश सलूजा ) (427, 1465, 551, 1478)
color-dot (84, 2362, 93, 2371)
color-dot (741, 2362, 751, 2371)
color-dot (1423, 2362, 1432, 2371)
color-dot (645, 6, 655, 15)
photo-goat-market-2 (1143, 640, 1402, 774)
color-dot (108, 2362, 117, 2371)
color-dot (401, 2362, 410, 2371)
headline: डालसा एडीआर में बाल विवाह, नशा मुक्त संबंधित समितियों की ओरिएंटेशन कार्यक्रम आयोजितः सीजेएम नेहा गुप्ता (413, 1020, 1034, 1076)
article-body: लाइट के साथ साथ सफाई का भी पूरा बंदोबस्त किया गया है। यहां पुरानी दिल्ली के अलावा ट्रांस यमुना क्षेत्र से भी बकरा खरीदार पहुंच रहे हैं। तुर्कमान गेट के पास मौजूद नेहरू हिल पार्क में भी बकरा बाजार सजा है। यहां यूपी, हरियाणा, राजस्थान से बकरा कारोबारी बकरे लेकर आए हुए हैं। इन बकरों की खास बात यह है कि ये अधिकतर देसी नस्ल के बकरे हैं जिनकी बाजार में काफी मांग रहती है। बकरा कारोबारियों के लिए पानी, लाइट और साफ सफाई का व्यापक इंतजाम किया गया है ताकि कारोबारियों और खरीदारों को किसी तरह की परेशानी का सामना न करना पड़े। कारोबारियों ने बताया कि राजस्थान के अलवर और भरतपुर से लाए गए बकरों की अच्छी कीमत मिल रही है। बकरों की कीमत पांच हजार से लेकर पचास हजार रुपये तक है। खरीदार मोल-भाव करते नजर आ रहे हैं और बाजार में देर रात तक चहल-पहल बनी रहती है। दुकानदारों ने बकरों के लिए छांव और चारे का भी इंतजाम किया है। प्रशासन की ओर से सुरक्षा के पुख्ता इंतजाम किए गए हैं ताकि पर्व के मौके पर किसी तरह की अप्रिय घटना न हो। कारोबारियों का कहना है कि इस बार बाजार में देसी नस्ल के बकरों की खासी मांग है और उम्मीद है कि ईद तक कारोबार और बढ़ेगा। (738, 820, 1405, 906)
color-dot (144, 2362, 153, 2371)
article-lead: महिला संवाद के जरिए समाज को जागरूक किया जा रहा है। महिला संवाद के जरिए महिलाओं के साथ-साथ पुरुषों में भी जागरूकता आ रही है। इससे हमारा समाज जागरूक हो रहा है। (387, 695, 480, 794)
color-dot (1046, 2362, 1055, 2371)
photo-summer-camp-classroom (216, 919, 377, 1038)
byline: हरियाणा/ हिसार ( राजेश सलूजा ) (135, 902, 262, 915)
color-dot (705, 6, 715, 15)
article-lead-block (387, 660, 480, 815)
color-dot (1471, 2362, 1480, 2371)
byline: बिलाल अहमद (171, 1232, 226, 1244)
color-dot (1351, 2362, 1360, 2371)
color-dot (753, 2362, 763, 2371)
color-dot (1142, 2362, 1151, 2371)
photo-forest-award-ceremony (502, 151, 786, 336)
page-dateline: नई दिल्ली, गुरुवार, 05 जून, 2025 (85, 39, 253, 54)
article-body: नूंह मेवात। नूंह हरियाणा परिवहन विभाग की ओर से नूंह जिला सड़क सुरक्षा समिति का पुनर्गठन किया गया है। जिला नूंह की सड़क सुरक्षा समिति के अध्यक्ष उपायुक्त विश्राम कुमार मीणा हैं। जिले में सड़क दुर्घटनाओं में कमी के साथ मासिक आधार पर मॉनिटरिंग हेतु सड़क सुरक्षा हित में राज्य सड़क सुरक्षा परिषद द्वारा पारित निर्देशों की समयबद्ध करना सुनिश्चित करती है। इस संबंध में सरकार की अधिसूचना परिवहन विभाग हरियाणा की वेबसाइट www.haryanatransport.gov.in पर उपलब्ध है। जिला परिवहन प्राधिकरण नूंह के सचिव सुनील सहारण ने बताया कि अधिसूचना अनुसार जिला सड़क सुरक्षा समिति के सदस्य के लिए सड़क सुरक्षा के संबंधित दो गैर सरकारी सदस्यों की नियुक्ति की जानी है, जो सड़क सुरक्षा एवं एजेंसी सड़क सुरक्षा से संबंधित कार्य करने का अनुभव रखते हों, से अपना नाम, विवरण, शैक्षिक योग्यता सड़क सुरक्षा के क्षेत्र में किए गए कार्यों का वर्णन व अनुभव व इससे संबंधित पूर्ण दस्तावेज आरटीए कार्यालय में 5 जून 2025 तक भेजना सुनिश्चित करें ताकि पुलिस पत्रक ने बताया कि बिचौलियों से सदस्य के लिए आवेदन सहित पूर्ण दस्तावेज कार्यालय की ईमेल rta.mewat-nuh@gmail.com व rta.mwt@hry.nic.in या रजिस्टर्ड पते द्वारा संबंधित प्रादेशिक परिवहन प्राधिकरण नूंह के पते पर भेज सकते हैं। (20, 174, 377, 334)
headline: मेवात की खेड़ला गाँव की फरहीन ने किया नेशनल लेवल पर मेवात का नाम रौशन (29, 375, 368, 415)
color-dot (693, 6, 703, 15)
row-rule (387, 1815, 1157, 1816)
article-lead: नई दिल्ली। जैसे जैसे ईद उल अजहा का पर्व नजदीक आ रहा है वैसे ही बकरों के बाजार सजने लगे हैं। (738, 772, 880, 808)
article-bakra-bazaar (738, 604, 1532, 1012)
photo-farheen-award-ceremony (20, 421, 377, 566)
color-dot (1339, 2362, 1348, 2371)
article-top-row (387, 1098, 1061, 1297)
byline: बिलाल अहमद/ब्यूरो (161, 1885, 236, 1898)
article-top-row (387, 1854, 1157, 2063)
color-dot (861, 6, 871, 15)
color-dot (1411, 2362, 1420, 2371)
photo-bjp-workshop (600, 1461, 937, 1653)
color-dot (23, 6, 32, 15)
highlight-item (738, 680, 880, 746)
registration-marks-bottom (71, 2362, 1481, 2374)
color-dot (789, 6, 799, 15)
photo-police-with-accused (1219, 1093, 1532, 1275)
article-dalsa-orientation (387, 1019, 1061, 1394)
color-dot (47, 6, 56, 15)
color-dot (801, 6, 811, 15)
color-dot (837, 2362, 847, 2371)
section-title: पंजाब/हरियाणा/हिमाचल व अन्य (660, 33, 935, 60)
headline: ग्रीन एनर्जी क्षेत्र में हिमाचल बनेगा देश का मार्गदर्शक : मुख्यमंत्री (1196, 1406, 1502, 1458)
